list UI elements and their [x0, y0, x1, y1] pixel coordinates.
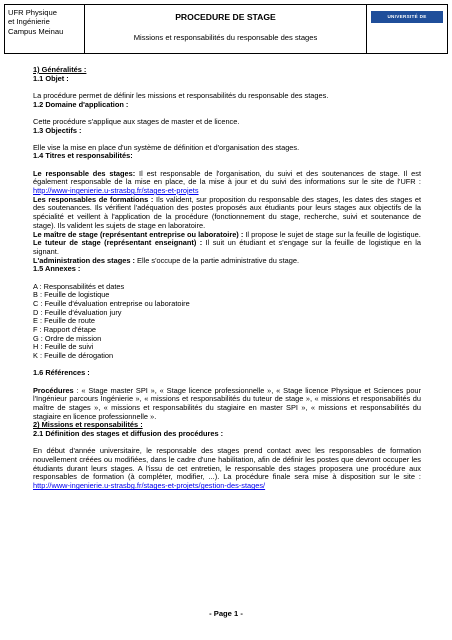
- procedures-paragraph: Procédures : « Stage master SPI », « Stage licence professionnelle », « Stage licence Physique et Sciences pour l'Ingénieur parcours Ingénierie », « missions et responsabilités du tuteur de stage », « missions et responsabilités du maître de stages », « missions et responsabilités du stagiaire en master SPI », « missions et responsabilités du stagiaire en licence professionnelle ».: [33, 385, 421, 421]
- list-item: A : Responsabilités et dates: [33, 281, 125, 291]
- procedures-label: Procédures: [33, 385, 74, 395]
- section-1-2-heading: 1.2 Domaine d'application :: [33, 99, 129, 109]
- section-1-4-heading: 1.4 Titres et responsabilités:: [33, 151, 133, 161]
- stages-projets-link[interactable]: http://www-ingenierie.u-strasbg.fr/stages-et-projets: [33, 186, 199, 196]
- gestion-stages-link[interactable]: http://www-ingenierie.u-strasbg.fr/stages-et-projets/gestion-des-stages/: [33, 481, 266, 491]
- section-2-1-text: En début d'année universitaire, le responsable des stages prend contact avec les responsables de formation nouvellement créées ou modifiées, dans le cadre d'une habilitation, afin de définir les postes que devront occuper les étudiants durant leurs stages. A l'issu de cet entretien, le responsable des stages proposera une procédure aux responsables de formation (à compléter, modifier, ...). La procédure finale sera mise à disposition sur le site : http://www-ingenierie.u-strasbg.fr/stages-et-projets/gestion-des-stages/: [33, 446, 421, 491]
- page-number: - Page 1 -: [209, 609, 243, 618]
- university-logo: UNIVERSITÉ DE STRASBOURG: [371, 11, 443, 23]
- section-1-2-text: Cette procédure s'applique aux stages de master et de licence.: [33, 116, 240, 126]
- list-item: B : Feuille de logistique: [33, 290, 110, 300]
- organization-block: [5, 5, 85, 53]
- org-line-2: et Ingénierie: [8, 17, 50, 27]
- annexes-list: [33, 283, 421, 361]
- maitre-stage-label: Le maître de stage (représentant entreprise ou laboratoire) :: [33, 229, 244, 239]
- section-1-5-heading: 1.5 Annexes :: [33, 264, 81, 274]
- section-1-6-heading: 1.6 Références :: [33, 368, 90, 378]
- section-1-3-text: Elle vise la mise en place d'un système de définition et d'organisation des stages.: [33, 142, 300, 152]
- list-item: H : Feuille de suivi: [33, 342, 94, 352]
- responsable-stages-paragraph: Le responsable des stages: Il est responsable de l'organisation, du suivi et des soutenances de stage. Il est également responsable de la mise en place, de la mise à jour et du suivi des informations sur le site de l'UFR : http://www-ingenierie.u-strasbg.fr/stages-et-projets: [33, 168, 421, 196]
- administration-label: L'administration des stages :: [33, 255, 135, 265]
- section-1-heading: 1) Généralités :: [33, 65, 87, 74]
- title-block: [85, 5, 367, 53]
- section-1-3-heading: 1.3 Objectifs :: [33, 125, 82, 135]
- list-item: D : Feuille d'évaluation jury: [33, 307, 122, 317]
- administration-paragraph: L'administration des stages : Elle s'occupe de la partie administrative du stage.: [33, 255, 300, 265]
- responsables-formations-paragraph: Les responsables de formations : Ils valident, sur proposition du responsable des stages, les dates des stages et des soutenances. Ils vérifient l'adéquation des postes proposés aux étudiants pour leurs stages aux objectifs de la spécialité et veillent à l'application de la procédure (fonctionnement du stage, recherche, suivi et soutenance de stage). Ils valident les sujets de stage en laboratoire.: [33, 194, 421, 230]
- list-item: K : Feuille de dérogation: [33, 351, 114, 361]
- list-item: C : Feuille d'évaluation entreprise ou laboratoire: [33, 298, 190, 308]
- section-1-1-heading: 1.1 Objet :: [33, 73, 69, 83]
- document-header: [4, 4, 448, 54]
- responsable-stages-label: Le responsable des stages:: [33, 168, 136, 178]
- logo-block: [367, 5, 447, 53]
- document-subtitle: Missions et responsabilités du responsable des stages: [133, 33, 318, 42]
- list-item: E : Feuille de route: [33, 316, 96, 326]
- maitre-stage-paragraph: Le maître de stage (représentant entreprise ou laboratoire) : Il propose le sujet de stage sur la feuille de logistique.: [33, 229, 421, 239]
- document-body: [33, 66, 421, 491]
- section-2-1-heading: 2.1 Définition des stages et diffusion des procédures :: [33, 429, 224, 439]
- section-1-1-text: La procédure permet de définir les missions et responsabilités du responsable des stages.: [33, 90, 329, 100]
- list-item: F : Rapport d'étape: [33, 325, 97, 335]
- document-title: PROCEDURE DE STAGE: [175, 12, 276, 22]
- tuteur-stage-paragraph: Le tuteur de stage (représentant enseignant) : Il suit un étudiant et s'engage sur la feuille de logistique en la signant.: [33, 238, 421, 256]
- responsables-formations-label: Les responsables de formations :: [33, 194, 154, 204]
- list-item: G : Ordre de mission: [33, 333, 102, 343]
- org-line-1: UFR Physique: [8, 8, 57, 17]
- section-2-heading: 2) Missions et responsabilités :: [33, 420, 143, 430]
- org-line-3: Campus Meinau: [8, 26, 64, 36]
- tuteur-stage-label: Le tuteur de stage (représentant enseignant) :: [33, 238, 203, 248]
